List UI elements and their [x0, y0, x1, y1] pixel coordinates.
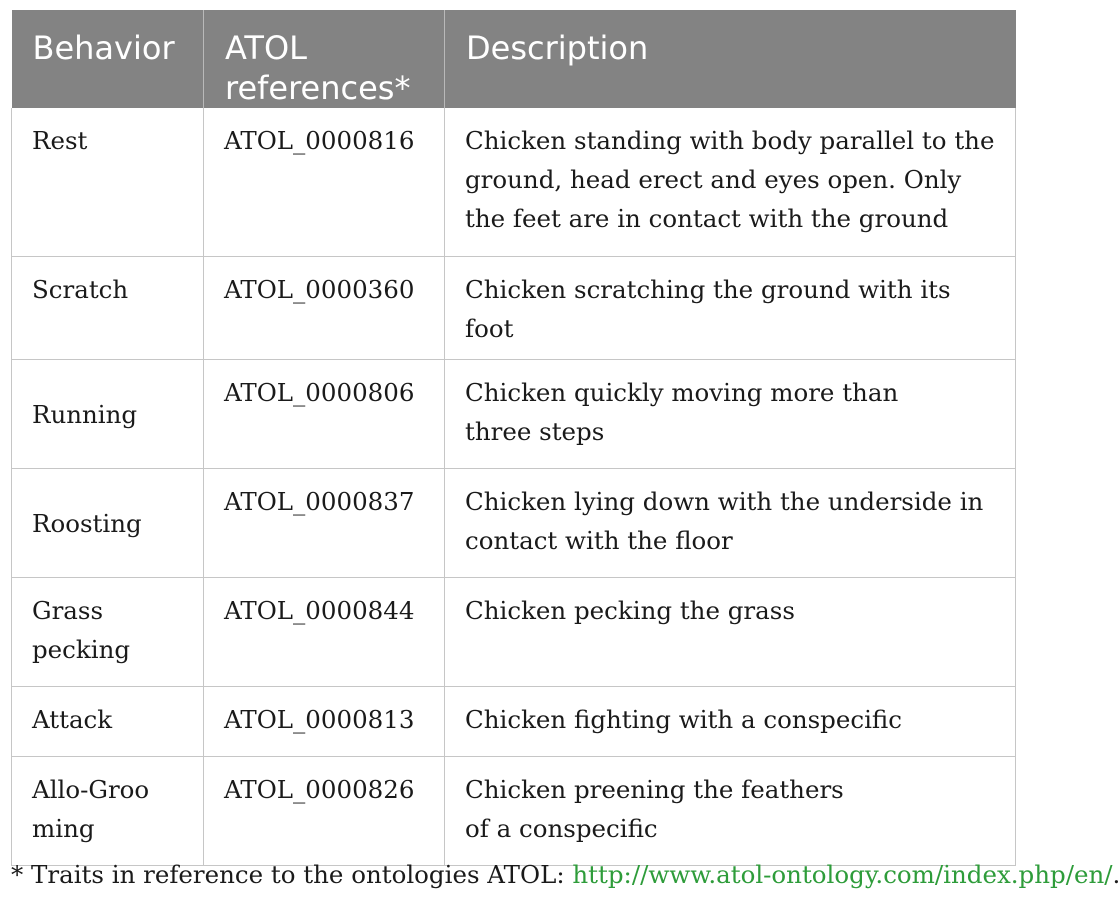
behavior-cell: Scratch	[12, 256, 204, 359]
behavior-cell: Running	[12, 359, 204, 468]
description-cell: Chicken pecking the grass	[445, 577, 1016, 686]
description-text: Chicken quickly moving more than three steps	[465, 377, 899, 446]
footnote-text: * Traits in reference to the ontologies ATOL:	[11, 860, 573, 889]
reference-cell: ATOL_0000806	[204, 359, 445, 468]
behavior-cell	[12, 577, 204, 686]
header-behavior: Behavior	[12, 10, 204, 108]
reference-cell: ATOL_0000844	[204, 577, 445, 686]
behavior-cell: Rest	[12, 108, 204, 256]
description-cell	[445, 359, 1016, 468]
reference-cell: ATOL_0000360	[204, 256, 445, 359]
table-row	[12, 256, 1016, 359]
header-row	[12, 10, 1016, 108]
behavior-text: Allo-Grooming	[32, 774, 150, 843]
reference-cell: ATOL_0000813	[204, 686, 445, 756]
description-cell	[445, 756, 1016, 865]
reference-cell: ATOL_0000837	[204, 468, 445, 577]
table-row	[12, 577, 1016, 686]
reference-cell: ATOL_0000816	[204, 108, 445, 256]
behavior-cell: Roosting	[12, 468, 204, 577]
table-row	[12, 686, 1016, 756]
table-footnote	[11, 857, 1120, 893]
description-text: Chicken preening the feathers of a conspecific	[465, 774, 844, 843]
behavior-text: Grass pecking	[32, 595, 131, 664]
description-cell: Chicken lying down with the underside in contact with the floor	[445, 468, 1016, 577]
table-row	[12, 468, 1016, 577]
behavior-cell: Attack	[12, 686, 204, 756]
atol-ontology-link[interactable]: http://www.atol-ontology.com/index.php/en/	[572, 860, 1113, 889]
behavior-cell	[12, 756, 204, 865]
table-row	[12, 756, 1016, 865]
table-row	[12, 108, 1016, 256]
reference-cell: ATOL_0000826	[204, 756, 445, 865]
description-cell: Chicken fighting with a conspecific	[445, 686, 1016, 756]
header-description: Description	[445, 10, 1016, 108]
footnote-period: .	[1112, 860, 1120, 889]
behavior-table	[11, 10, 1016, 866]
description-cell: Chicken standing with body parallel to the ground, head erect and eyes open. Only the feet are in contact with the ground	[445, 108, 1016, 256]
header-atol-references: ATOL references*	[204, 10, 445, 108]
table-row	[12, 359, 1016, 468]
description-cell: Chicken scratching the ground with its foot	[445, 256, 1016, 359]
